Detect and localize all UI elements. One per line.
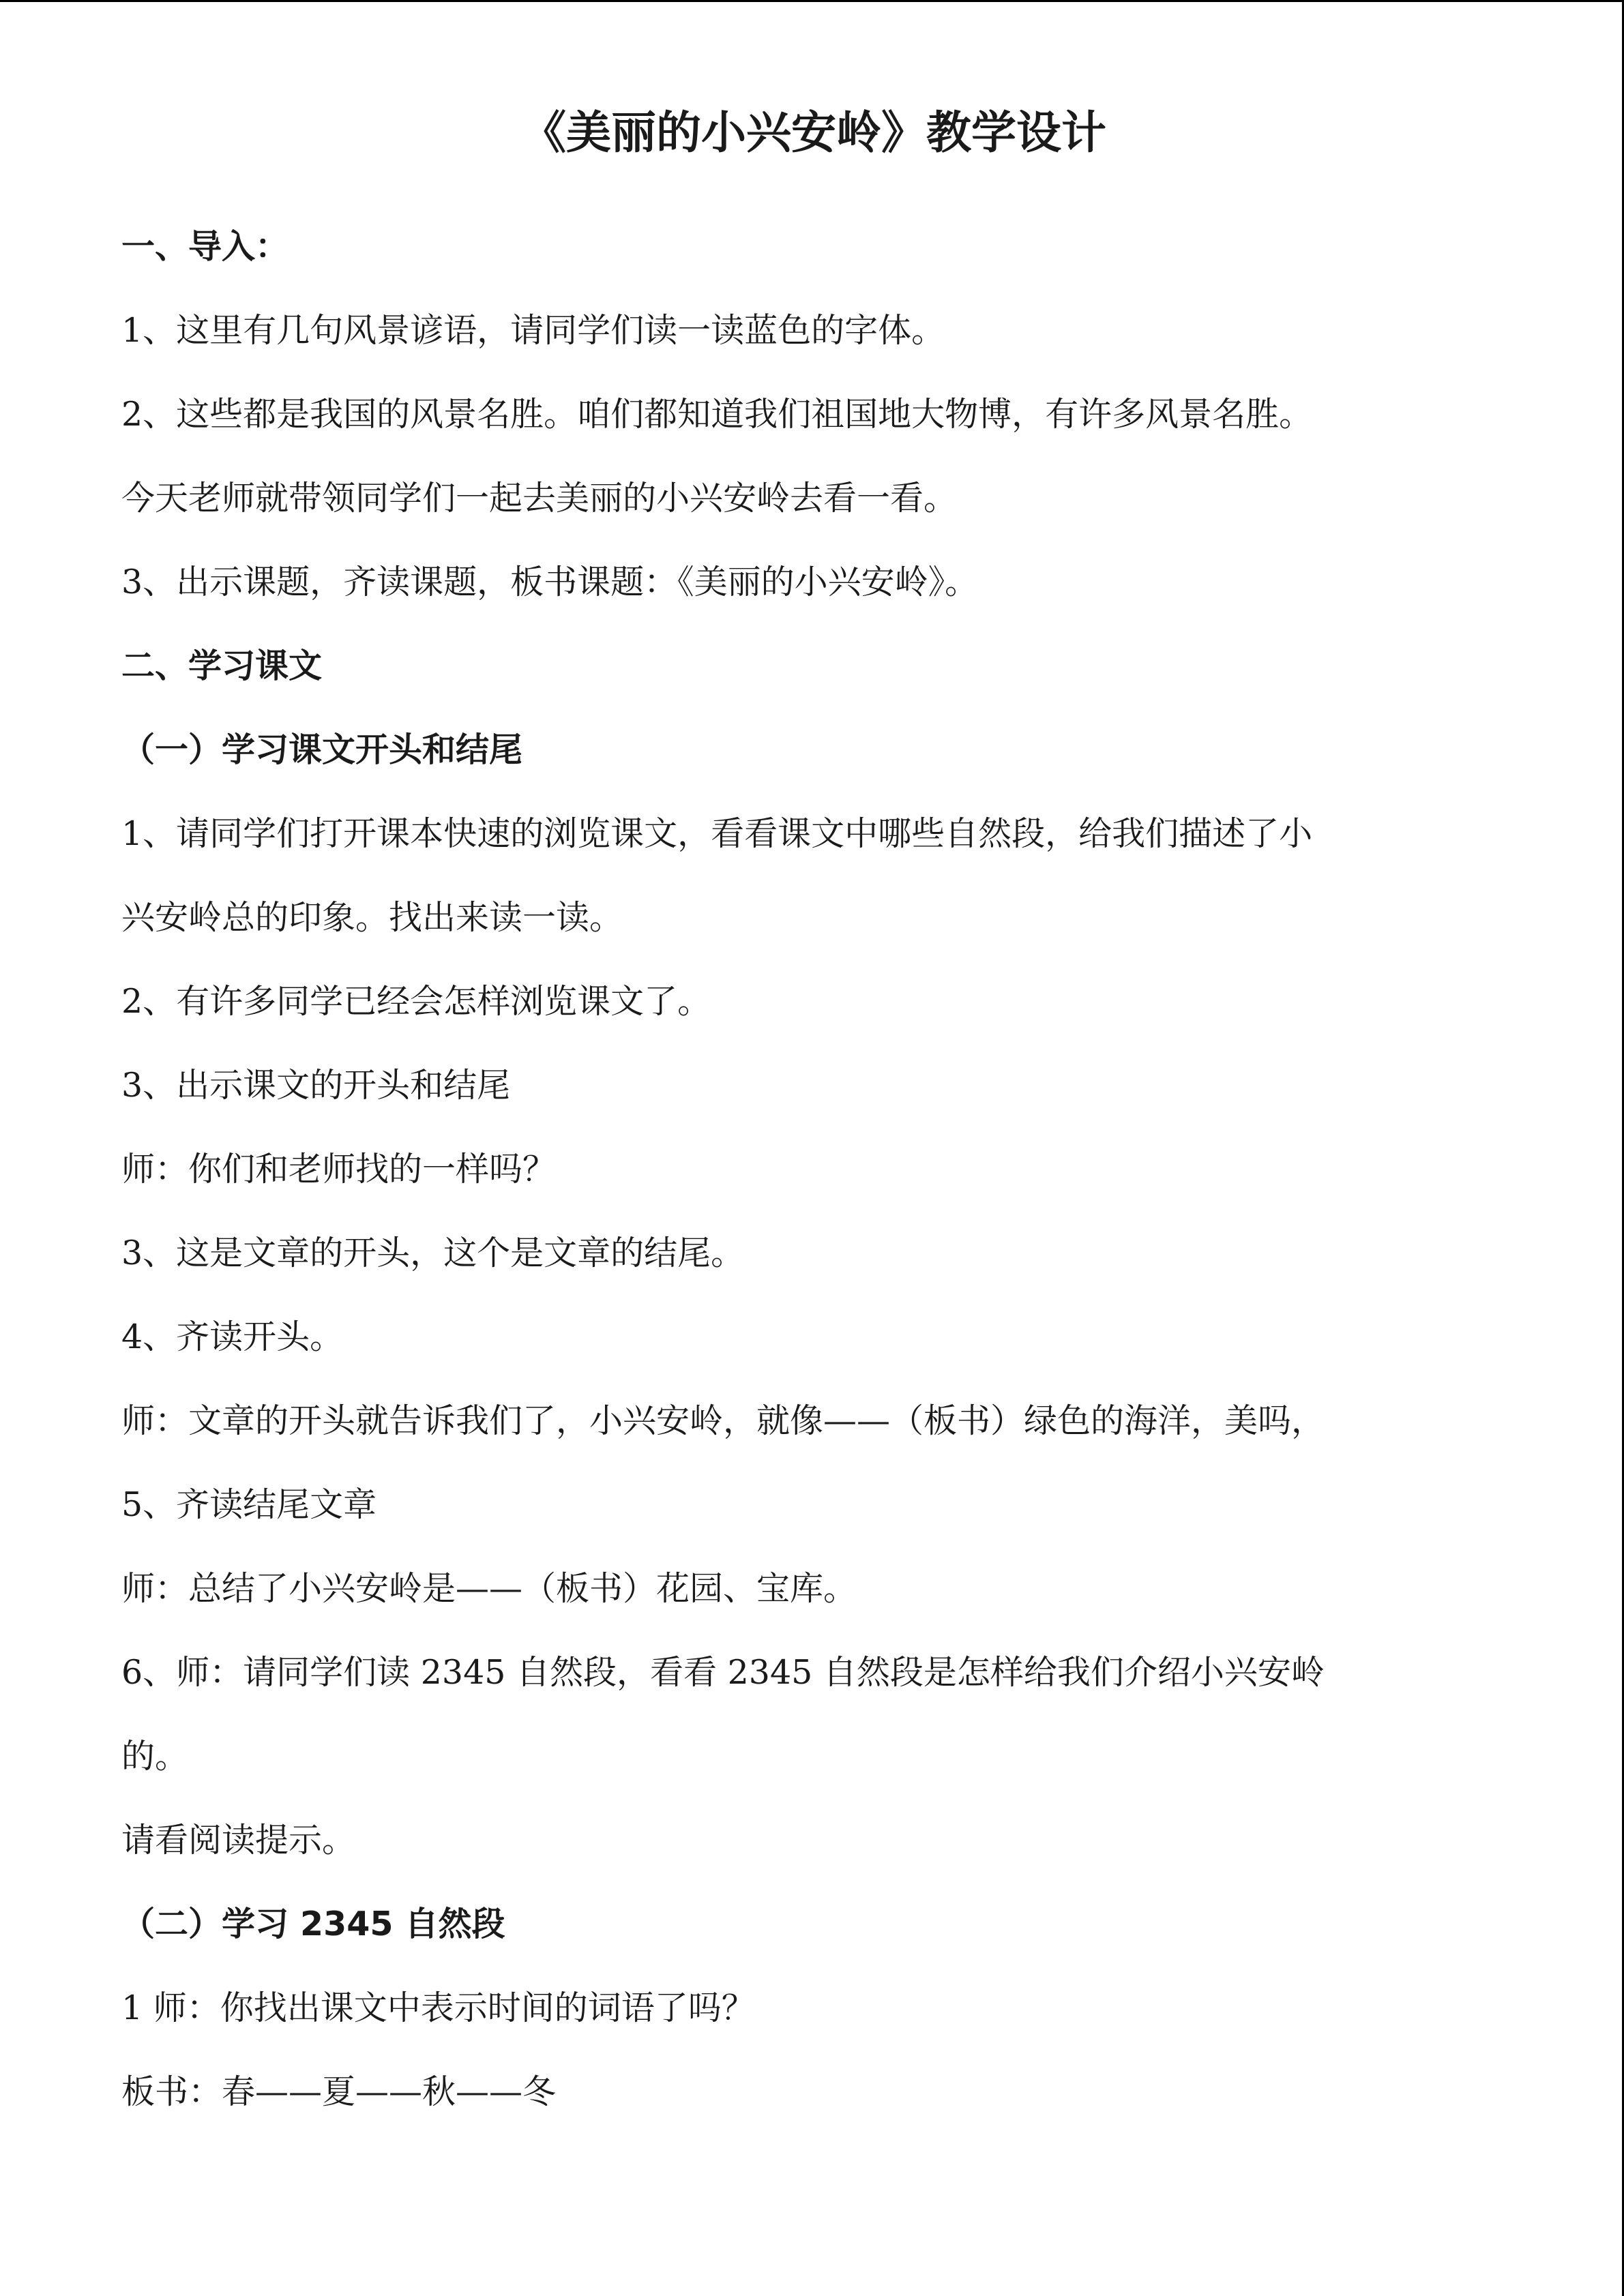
body-paragraph: 5、齐读结尾文章 — [121, 1485, 377, 1524]
body-paragraph: 师：你们和老师找的一样吗？ — [121, 1150, 557, 1189]
page-border-top — [0, 0, 1624, 2]
body-paragraph: 3、出示课文的开头和结尾 — [121, 1066, 511, 1105]
body-paragraph: 师：总结了小兴安岭是——（板书）花园、宝库。 — [121, 1569, 857, 1608]
body-paragraph: 师：文章的开头就告诉我们了，小兴安岭，就像——（板书）绿色的海洋，美吗， — [121, 1401, 1325, 1440]
body-paragraph: 1、这里有几句风景谚语，请同学们读一读蓝色的字体。 — [121, 311, 945, 350]
section-heading: 一、导入： — [121, 227, 289, 266]
body-paragraph: 3、这是文章的开头，这个是文章的结尾。 — [121, 1234, 745, 1272]
body-paragraph: 板书：春——夏——秋——冬 — [121, 2072, 557, 2111]
body-paragraph: 兴安岭总的印象。找出来读一读。 — [121, 898, 623, 937]
body-paragraph: 3、出示课题，齐读课题，板书课题：《美丽的小兴安岭》。 — [121, 563, 979, 601]
body-paragraph: 4、齐读开头。 — [121, 1317, 344, 1356]
section-heading: （一）学习课文开头和结尾 — [121, 730, 523, 769]
body-paragraph: 6、师：请同学们读 2345 自然段，看看 2345 自然段是怎样给我们介绍小兴安岭 — [121, 1653, 1325, 1692]
body-paragraph: 1 师：你找出课文中表示时间的词语了吗？ — [121, 1988, 755, 2027]
document-body — [121, 226, 1506, 2113]
body-paragraph: 的。 — [121, 1737, 189, 1776]
body-paragraph: 请看阅读提示。 — [121, 1821, 356, 1860]
section-heading: （二）学习 2345 自然段 — [121, 1905, 505, 1943]
document-page — [121, 102, 1506, 2156]
body-paragraph: 今天老师就带领同学们一起去美丽的小兴安岭去看一看。 — [121, 479, 958, 518]
body-paragraph: 2、这些都是我国的风景名胜。咱们都知道我们祖国地大物博，有许多风景名胜。 — [121, 395, 1313, 434]
body-paragraph: 2、有许多同学已经会怎样浏览课文了。 — [121, 982, 711, 1021]
body-paragraph: 1、请同学们打开课本快速的浏览课文，看看课文中哪些自然段，给我们描述了小 — [121, 814, 1313, 853]
document-title: 《美丽的小兴安岭》教学设计 — [521, 106, 1106, 159]
section-heading: 二、学习课文 — [121, 646, 323, 685]
